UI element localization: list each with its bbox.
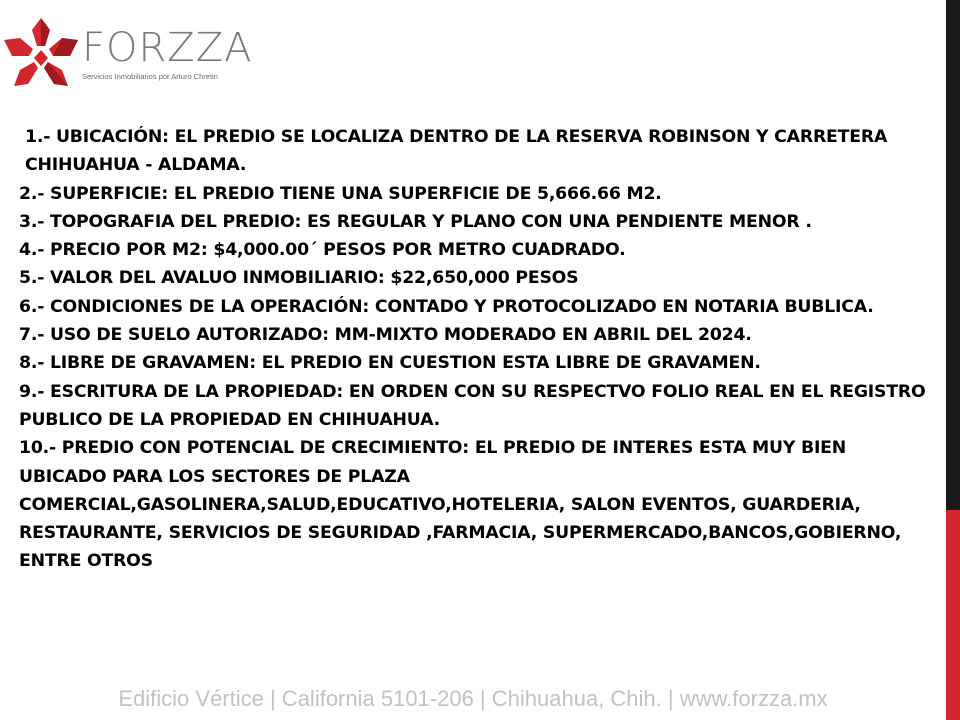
side-bar-dark [946,0,960,510]
detail-item-price: 4.- PRECIO POR M2: $4,000.00´ PESOS POR METRO CUADRADO. [19,240,626,261]
detail-item-land-use: 7.- USO DE SUELO AUTORIZADO: MM-MIXTO MODERADO EN ABRIL DEL 2024. [19,325,752,346]
logo-name: FORZZA [82,25,253,71]
forzza-logo-mark-icon [0,18,82,94]
footer [0,686,946,712]
detail-item-appraisal: 5.- VALOR DEL AVALUO INMOBILIARIO: $22,650,000 PESOS [19,268,579,289]
footer-text: Edificio Vértice | California 5101-206 | Chihuahua, Chih. | www.forzza.mx [118,686,828,711]
detail-item-deed: 9.- ESCRITURA DE LA PROPIEDAD: EN ORDEN CON SU RESPECTVO FOLIO REAL EN EL REGISTRO PUBLICO DE LA PROPIEDAD EN CHIHUAHUA. [19,381,926,430]
detail-item-location: 1.- UBICACIÓN: EL PREDIO SE LOCALIZA DENTRO DE LA RESERVA ROBINSON Y CARRETERA CHIHUAHUA - ALDAMA. [25,127,888,176]
detail-item-growth-potential: 10.- PREDIO CON POTENCIAL DE CRECIMIENTO: EL PREDIO DE INTERES ESTA MUY BIEN UBICADO PARA LOS SECTORES DE PLAZA COMERCIAL,GASOLINERA,SALUD,EDUCATIVO,HOTELERIA, SALON EVENTOS, GUARDERIA, RESTAURANTE, SERVICIOS DE SEGURIDAD ,FARMACIA, SUPERMERCADO,BANCOS,GOBIERNO, ENTRE OTROS [19,438,902,572]
detail-item-surface: 2.- SUPERFICIE: EL PREDIO TIENE UNA SUPERFICIE DE 5,666.66 M2. [19,183,662,204]
detail-item-conditions: 6.- CONDICIONES DE LA OPERACIÓN: CONTADO Y PROTOCOLIZADO EN NOTARIA BUBLICA. [19,296,874,317]
detail-item-encumbrance: 8.- LIBRE DE GRAVAMEN: EL PREDIO EN CUESTION ESTA LIBRE DE GRAVAMEN. [19,353,761,374]
detail-item-topography: 3.- TOPOGRAFIA DEL PREDIO: ES REGULAR Y PLANO CON UNA PENDIENTE MENOR . [19,211,812,232]
logo-tagline: Servicios Inmobiliarios por Arturo Chretin [82,72,218,81]
company-logo [0,18,260,98]
side-bar-red [946,510,960,720]
property-details [19,123,934,576]
